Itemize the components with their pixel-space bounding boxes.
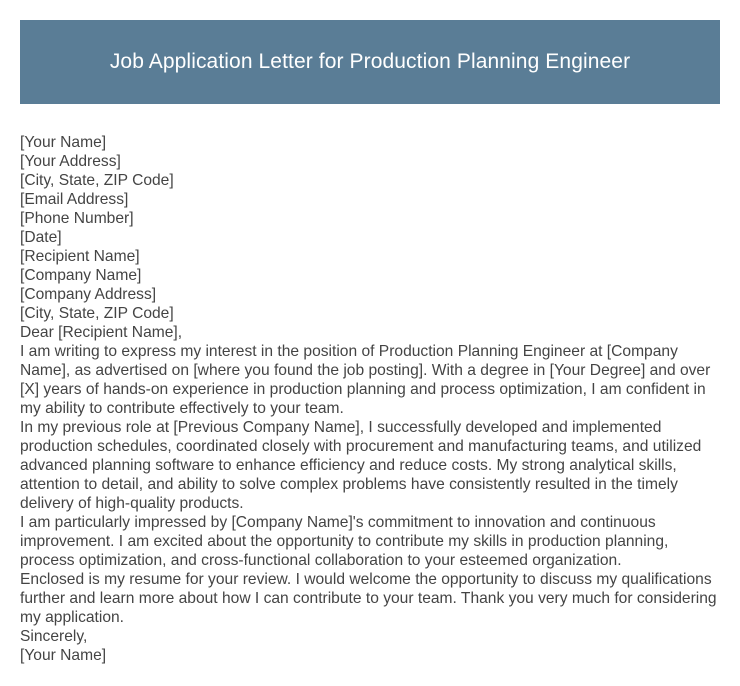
page-header [20, 20, 720, 104]
company-city: [City, State, ZIP Code] [20, 305, 174, 322]
sender-email: [Email Address] [20, 191, 129, 208]
sender-name: [Your Name] [20, 134, 107, 151]
page-title: Job Application Letter for Production Planning Engineer [109, 50, 631, 73]
sender-phone: [Phone Number] [20, 210, 134, 227]
signature-name: [Your Name] [20, 647, 107, 664]
recipient-name: [Recipient Name] [20, 248, 140, 265]
paragraph-company-interest: I am particularly impressed by [Company Name]'s commitment to innovation and continuous improvement. I am excited about the opportunity to contribute my skills in production planning, process optimization, and cross-functional collaboration to your esteemed organization. [20, 514, 669, 569]
sender-address: [Your Address] [20, 153, 121, 170]
company-address: [Company Address] [20, 286, 157, 303]
letter-body [20, 133, 724, 665]
paragraph-experience: In my previous role at [Previous Company Name], I successfully developed and implemented production schedules, coordinated closely with procurement and manufacturing teams, and utilized advanced planning software to enhance efficiency and reduce costs. My strong analytical skills, attention to detail, and ability to solve complex problems have consistently resulted in the timely delivery of high-quality products. [20, 419, 702, 512]
paragraph-closing: Enclosed is my resume for your review. I would welcome the opportunity to discuss my qualifications further and learn more about how I can contribute to your team. Thank you very much for considering my application. [20, 571, 717, 626]
company-name: [Company Name] [20, 267, 142, 284]
letter-date: [Date] [20, 229, 62, 246]
salutation: Dear [Recipient Name], [20, 324, 183, 341]
sender-city: [City, State, ZIP Code] [20, 172, 174, 189]
closing: Sincerely, [20, 628, 88, 645]
paragraph-intro: I am writing to express my interest in the position of Production Planning Engineer at [Company Name], as advertised on [where you found the job posting]. With a degree in [Your Degree] and over [X] years of hands-on experience in production planning and process optimization, I am confident in my ability to contribute effectively to your team. [20, 343, 711, 417]
